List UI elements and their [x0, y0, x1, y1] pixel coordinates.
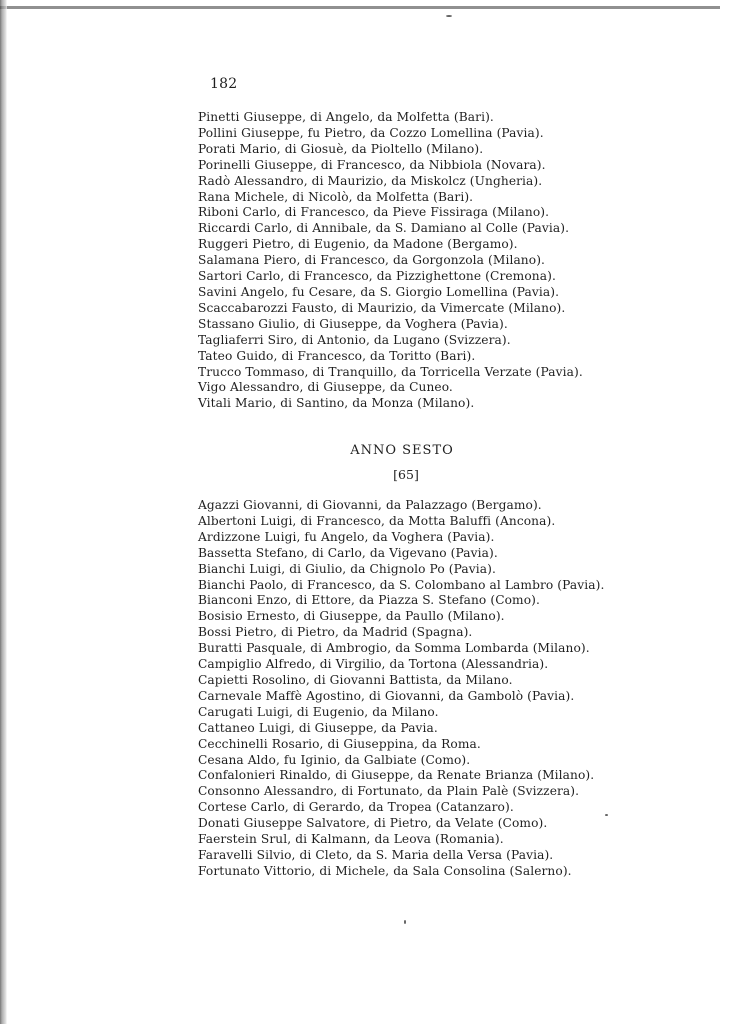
list-item: Bossi Pietro, di Pietro, da Madrid (Spagna). [198, 625, 473, 640]
list-item: Savini Angelo, fu Cesare, da S. Giorgio Lomellina (Pavia). [198, 284, 560, 299]
list-item: Pinetti Giuseppe, di Angelo, da Molfetta (Bari). [198, 110, 494, 124]
left-binding-edge [0, 0, 7, 1024]
list-item: Scaccabarozzi Fausto, di Maurizio, da Vimercate (Milano). [198, 300, 566, 315]
scan-speck [404, 920, 406, 924]
list-item: Cattaneo Luigi, di Giuseppe, da Pavia. [198, 720, 438, 735]
list-item: Bianchi Luigi, di Giulio, da Chignolo Po (Pavia). [198, 561, 496, 576]
list-item: Bianchi Paolo, di Francesco, da S. Colombano al Lambro (Pavia). [198, 577, 605, 592]
list-item: Porati Mario, di Giosuè, da Pioltello (Milano). [198, 141, 484, 156]
list-item: Donati Giuseppe Salvatore, di Pietro, da Velate (Como). [198, 816, 548, 831]
page-number: 182 [210, 76, 238, 92]
list-item: Porinelli Giuseppe, di Francesco, da Nibbiola (Novara). [198, 157, 546, 172]
list-item: Bianconi Enzo, di Ettore, da Piazza S. Stefano (Como). [198, 593, 540, 608]
scan-speck [446, 15, 452, 17]
list-item: Vigo Alessandro, di Giuseppe, da Cuneo. [198, 380, 453, 395]
list-item: Confalonieri Rinaldo, di Giuseppe, da Renate Brianza (Milano). [198, 768, 595, 783]
list-item: Trucco Tommaso, di Tranquillo, da Torricella Verzate (Pavia). [198, 364, 583, 379]
student-list-second [198, 498, 628, 880]
list-item: Bassetta Stefano, di Carlo, da Vigevano (Pavia). [198, 545, 498, 560]
list-item: Faravelli Silvio, di Cleto, da S. Maria della Versa (Pavia). [198, 847, 554, 862]
list-item: Vitali Mario, di Santino, da Monza (Milano). [198, 396, 475, 411]
list-item: Cortese Carlo, di Gerardo, da Tropea (Catanzaro). [198, 800, 514, 815]
list-item: Fortunato Vittorio, di Michele, da Sala Consolina (Salerno). [198, 863, 572, 878]
student-list-first [198, 110, 628, 412]
list-item: Cecchinelli Rosario, di Giuseppina, da Roma. [198, 736, 481, 751]
list-item: Salamana Piero, di Francesco, da Gorgonzola (Milano). [198, 253, 546, 268]
list-item: Bosisio Ernesto, di Giuseppe, da Paullo (Milano). [198, 609, 505, 624]
list-item: Capietti Rosolino, di Giovanni Battista, da Milano. [198, 672, 513, 687]
list-item: Radò Alessandro, di Maurizio, da Miskolcz (Ungheria). [198, 173, 543, 188]
list-item: Cesana Aldo, fu Iginio, da Galbiate (Como). [198, 752, 471, 767]
list-item: Tagliaferri Siro, di Antonio, da Lugano (Svizzera). [198, 332, 511, 347]
section-code: [65] [393, 467, 419, 482]
list-item: Sartori Carlo, di Francesco, da Pizzighettone (Cremona). [198, 269, 556, 284]
list-item: Riccardi Carlo, di Annibale, da S. Damiano al Colle (Pavia). [198, 221, 570, 236]
list-item: Stassano Giulio, di Giuseppe, da Voghera (Pavia). [198, 316, 508, 331]
list-item: Carnevale Maffè Agostino, di Giovanni, da Gambolò (Pavia). [198, 688, 575, 703]
scan-speck [605, 814, 608, 816]
section-title: ANNO SESTO [350, 443, 454, 458]
list-item: Campiglio Alfredo, di Virgilio, da Tortona (Alessandria). [198, 657, 549, 672]
list-item: Rana Michele, di Nicolò, da Molfetta (Bari). [198, 189, 474, 204]
list-item: Consonno Alessandro, di Fortunato, da Plain Palè (Svizzera). [198, 784, 580, 799]
list-item: Ardizzone Luigi, fu Angelo, da Voghera (Pavia). [198, 529, 495, 544]
list-item: Albertoni Luigi, di Francesco, da Motta Baluffi (Ancona). [198, 513, 556, 528]
list-item: Tateo Guido, di Francesco, da Toritto (Bari). [198, 348, 476, 363]
list-item: Ruggeri Pietro, di Eugenio, da Madone (Bergamo). [198, 237, 518, 252]
top-edge-rule [0, 6, 720, 9]
list-item: Riboni Carlo, di Francesco, da Pieve Fissiraga (Milano). [198, 205, 550, 220]
list-item: Faerstein Srul, di Kalmann, da Leova (Romania). [198, 832, 504, 847]
list-item: Agazzi Giovanni, di Giovanni, da Palazzago (Bergamo). [198, 498, 542, 512]
list-item: Carugati Luigi, di Eugenio, da Milano. [198, 704, 439, 719]
list-item: Buratti Pasquale, di Ambrogio, da Somma Lombarda (Milano). [198, 641, 590, 656]
list-item: Pollini Giuseppe, fu Pietro, da Cozzo Lomellina (Pavia). [198, 125, 544, 140]
